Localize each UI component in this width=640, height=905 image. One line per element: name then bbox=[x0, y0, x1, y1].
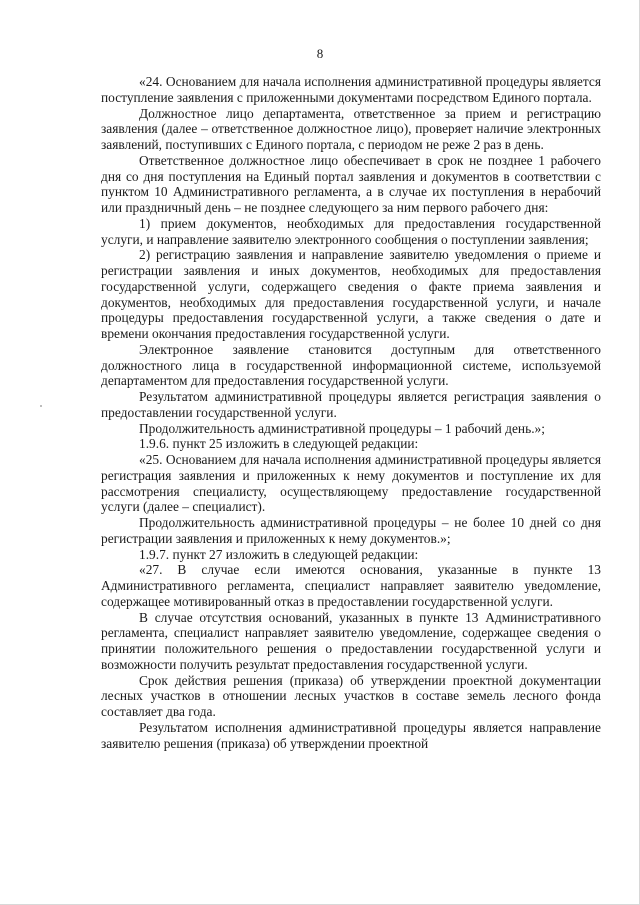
paragraph-27-refusal: «27. В случае если имеются основания, указанные в пункте 13 Административного регламента, специалист направляет заявителю уведомление, содержащее мотивированный отказ в предоставлении государственной услуги. bbox=[101, 562, 601, 609]
paragraph-result-registration: Результатом административной процедуры является регистрация заявления о предоставлении государственной услуги. bbox=[101, 389, 601, 420]
paragraph-validity-period: Срок действия решения (приказа) об утверждении проектной документации лесных участков в отношении лесных участков в составе земель лесного фонда составляет два года. bbox=[101, 672, 601, 719]
paragraph-item-2: 2) регистрацию заявления и направление заявителю уведомления о приеме и регистрации заявления и иных документов, необходимых для предоставления государственной услуги, содержащего сведения о факте приема заявления и документов, необходимых для предоставления государственной услуги, и начале процедуры предоставления государственной услуги, а также сведения о дате и времени окончания предоставления государственной услуги. bbox=[101, 247, 601, 341]
paragraph-responsible-official: Должностное лицо департамента, ответственное за прием и регистрацию заявления (далее – ответственное должностное лицо), проверяет наличие электронных заявлений, поступивших с Единого портала, с периодом не реже 2 раз в день. bbox=[101, 105, 601, 152]
paragraph-result-direction: Результатом исполнения административной процедуры является направление заявителю решения (приказа) об утверждении проектной bbox=[101, 719, 601, 751]
margin-dot bbox=[40, 405, 42, 407]
paragraph-positive-decision: В случае отсутствия оснований, указанных в пункте 13 Административного регламента, специалист направляет заявителю уведомление, содержащее сведения о принятии положительного решения о предоставлении государственной услуги и возможности получить результат предоставления государственной услуги. bbox=[101, 609, 601, 672]
document-body bbox=[101, 74, 601, 751]
paragraph-1-9-6: 1.9.6. пункт 25 изложить в следующей редакции: bbox=[139, 436, 419, 452]
paragraph-24-basis: «24. Основанием для начала исполнения административной процедуры является поступление заявления с приложенными документами посредством Единого портала. bbox=[101, 74, 601, 105]
page-number: 8 bbox=[316, 46, 324, 61]
paragraph-deadline: Ответственное должностное лицо обеспечивает в срок не позднее 1 рабочего дня со дня поступления на Единый портал заявления и документов в соответствии с пунктом 10 Административного регламента, а в случае их поступления в нерабочий или праздничный день – не позднее следующего за ним первого рабочего дня: bbox=[101, 152, 601, 215]
paragraph-item-1: 1) прием документов, необходимых для предоставления государственной услуги, и направление заявителю электронного сообщения о поступлении заявления; bbox=[101, 215, 601, 247]
paragraph-1-9-7: 1.9.7. пункт 27 изложить в следующей редакции: bbox=[139, 546, 419, 562]
paragraph-duration-10-days: Продолжительность административной процедуры – не более 10 дней со дня регистрации заявления и приложенных к нему документов.»; bbox=[101, 515, 601, 546]
paragraph-electronic-application: Электронное заявление становится доступным для ответственного должностного лица в государственной информационной системе, используемой департаментом для предоставления государственной услуги. bbox=[101, 341, 601, 389]
paragraph-25-basis: «25. Основанием для начала исполнения административной процедуры является регистрация заявления и приложенных к нему документов и поступление их для рассмотрения специалисту, осуществляющему предоставление государственной услуги (далее – специалист). bbox=[101, 452, 601, 515]
paragraph-duration-1-day: Продолжительность административной процедуры – 1 рабочий день.»; bbox=[139, 420, 545, 436]
